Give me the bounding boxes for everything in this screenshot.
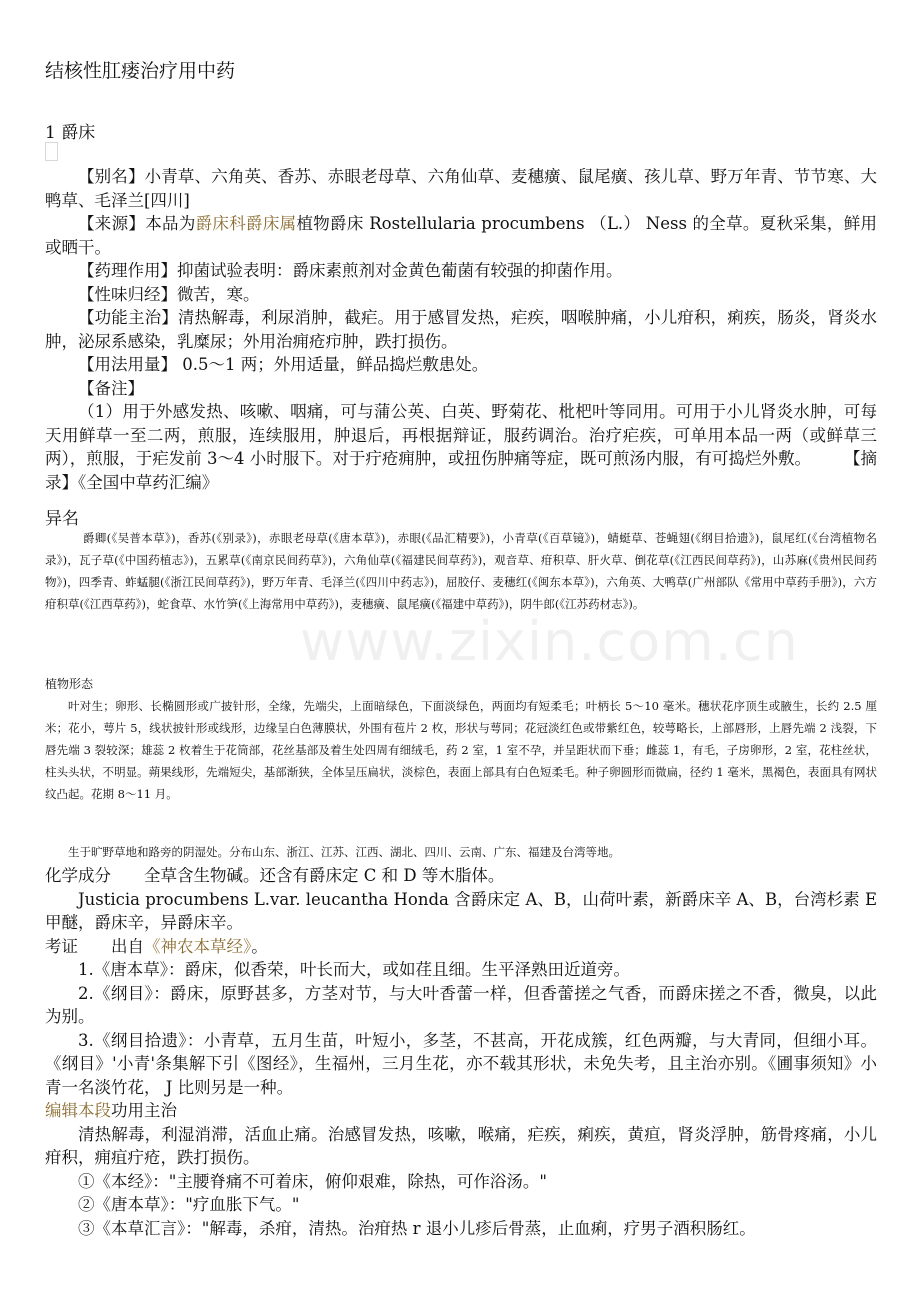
section-heading: 1 爵床 — [45, 123, 96, 143]
function-heading-line — [45, 1099, 877, 1123]
pharmacology-paragraph: 【药理作用】抑菌试验表明：爵床素煎剂对金黄色葡菌有较强的抑菌作用。 — [78, 261, 623, 280]
research-heading: 考证 — [45, 936, 78, 956]
watermark-logo: www.zixin.com.cn — [300, 610, 799, 673]
chemistry-paragraph: Justicia procumbens L.var. leucantha Honda 含爵床定 A、B，山荷叶素，新爵床辛 A、B，台湾杉素 E 甲醚，爵床辛，异爵床辛。 — [45, 889, 877, 932]
plant-morphology-heading: 植物形态 — [45, 677, 94, 691]
research-item-2: 2.《纲目》：爵床，原野甚多，方茎对节，与大叶香蕾一样，但香蕾搓之气香，而爵床搓之不香，微臭，以此为别。 — [45, 983, 877, 1026]
alias-heading: 异名 — [45, 509, 79, 529]
image-placeholder-icon — [45, 142, 58, 161]
function-heading: 功用主治 — [111, 1101, 177, 1120]
alias-list-block: 爵卿(《吴普本草》)，香苏(《别录》)，赤眼老母草(《唐本草》)，赤眼(《品汇精要》)，小青草(《百草镜》)，蜻蜓草、苍蝇翅(《纲目拾遗》)，鼠尾红(《台湾植物名录》)，瓦子草(《中国药植志》)，五累草(《南京民间药草》)，六角仙草(《福建民间草药》)，观音草、疳积草、肝火草、倒花草(《江西民间草药》)，山苏麻(《贵州民间药物》)，四季青、蚱蜢腿(《浙江民间草药》)，野万年青、毛泽兰(《四川中药志》)，屈胶仔、麦穗红(《闽东本草》)，六角英、大鸭草(广州部队《常用中草药手册》)，六方疳积草(《江西草药》)，蛇食草、水竹笋(《上海常用中草药》)，麦穗癀、鼠尾癀(《福建中草药》)，阴牛郎(《江苏药材志》)。 — [45, 531, 877, 611]
chemistry-heading: 化学成分 — [45, 866, 111, 885]
herb-info-block — [45, 165, 877, 494]
habitat-block: 生于旷野草地和路旁的阴湿处。分布山东、浙江、江苏、江西、湖北、四川、云南、广东、福建及台湾等地。 — [68, 845, 620, 859]
quote-2: ②《唐本草》："疗血胀下气。" — [78, 1195, 300, 1214]
usage-paragraph: 【用法用量】 0.5～1 两；外用适量，鲜品捣烂敷患处。 — [78, 355, 489, 374]
classic-link[interactable]: 《神农本草经》 — [144, 936, 252, 956]
taste-paragraph: 【性味归经】微苦，寒。 — [78, 284, 260, 304]
source-paragraph: 【来源】本品为爵床科爵床属植物爵床 Rostellularia procumbens （L.） Ness 的全草。夏秋采集，鲜用或晒干。 — [45, 214, 878, 257]
edit-section-link[interactable]: 编辑本段 — [45, 1101, 111, 1120]
chemistry-block: 化学成分 全草含生物碱。还含有爵床定 C 和 D 等木脂体。 Justicia procumbens L.var. leucantha Honda 含爵床定 A、B，山荷叶素，新爵床辛 A、B，台湾杉素 E 甲醚，爵床辛，异爵床辛。 考证 出自《神农本草经》。 1.《唐本草》：爵床，似香荣，叶长而大，或如荏且细。生平泽熟田近道旁。 2.《纲目》：爵床，原野甚多，方茎对节，与大叶香蕾一样，但香蕾搓之气香，而爵床搓之不香，微臭，以此为别。 3.《纲目拾遗》：小青草，五月生苗，叶短小，多茎，不甚高，开花成簇，红色两瓣，与大青同，但细小耳。《纲目》'小青'条集解下引《图经》，生福州，三月生花，亦不载其形状，未免失考，且主治亦别。《圃事须知》小青一名淡竹花， J 比则另是一种。 编辑本段功用主治 清热解毒，利湿消滞，活血止痛。治感冒发热，咳嗽，喉痛，疟疾，痢疾，黄疸，肾炎浮肿，筋骨疼痛，小儿疳积，痈疽疔疮，跌打损伤。 ①《本经》："主腰脊痛不可着床，俯仰艰难，除热，可作浴汤。" ②《唐本草》："疗血胀下气。" ③《本草汇言》："解毒，杀疳，清热。治疳热 r 退小儿疹后骨蒸，止血痢，疗男子酒积肠红。 — [45, 864, 877, 1240]
note-paragraph: （1）用于外感发热、咳嗽、咽痛，可与蒲公英、白英、野菊花、枇杷叶等同用。可用于小儿肾炎水肿，可每天用鲜草一至二两，煎服，连续服用，肿退后，再根据辩证，服药调治。治疗疟疾，可单用本品一两（或鲜草三两），煎服，于疟发前 3～4 小时服下。对于疔疮痈肿，或扭伤肿痛等症，既可煎汤内服，有可捣烂外敷。 【摘录】《全国中草药汇编》 — [45, 402, 877, 492]
excerpt-text: 【摘录】《全国中草药汇编》 — [45, 449, 877, 492]
note-heading: 【备注】 — [78, 378, 144, 398]
quote-3: ③《本草汇言》："解毒，杀疳，清热。治疳热 r 退小儿疹后骨蒸，止血痢，疗男子酒积肠红。 — [78, 1218, 756, 1238]
research-heading-line: 考证 出自《神农本草经》。 — [45, 936, 268, 956]
plant-morphology-block: 叶对生；卵形、长椭圆形或广披针形，全缘，先端尖，上面暗绿色，下面淡绿色，两面均有短柔毛；叶柄长 5～10 毫米。穗状花序顶生或腋生，长约 2.5 厘米；花小，萼片 5，线状披针形或线形，边缘呈白色薄膜状，外围有苞片 2 枚，形状与萼同；花冠淡红色或带紫红色，较萼略长，上部唇形，上唇先端 2 浅裂，下唇先端 3 裂较深；雄蕊 2 枚着生于花筒部，花丝基部及着生处四周有细绒毛，药 2 室，1 室不孕，并呈距状而下垂；雌蕊 1，有毛，子房卵形，2 室，花柱丝状，柱头头状，不明显。蒴果线形，先端短尖，基部渐狭，全体呈压扁状，淡棕色，表面上部具有白色短柔毛。种子卵圆形而微扁，径约 1 毫米，黑褐色，表面具有网状纹凸起。花期 8～11 月。 — [45, 699, 877, 801]
function-paragraph: 【功能主治】清热解毒，利尿消肿，截疟。用于感冒发热，疟疾，咽喉肿痛，小儿疳积，痢疾，肠炎，肾炎水肿，泌尿系感染，乳糜尿；外用治痈疮疖肿，跌打损伤。 — [45, 308, 877, 351]
page-title: 结核性肛瘘治疗用中药 — [45, 60, 236, 82]
research-item-1: 1.《唐本草》：爵床，似香荣，叶长而大，或如荏且细。生平泽熟田近道旁。 — [78, 960, 630, 979]
alias-paragraph: 【别名】小青草、六角英、香苏、赤眼老母草、六角仙草、麦穗癀、鼠尾癀、孩儿草、野万年青、节节寒、大鸭草、毛泽兰[四川] — [45, 167, 877, 210]
research-item-3: 3.《纲目拾遗》：小青草，五月生苗，叶短小，多茎，不甚高，开花成簇，红色两瓣，与大青同，但细小耳。《纲目》'小青'条集解下引《图经》，生福州，三月生花，亦不载其形状，未免失考，且主治亦别。《圃事须知》小青一名淡竹花， J 比则另是一种。 — [45, 1030, 877, 1097]
quote-1: ①《本经》："主腰脊痛不可着床，俯仰艰难，除热，可作浴汤。" — [78, 1171, 547, 1191]
function-use-paragraph: 清热解毒，利湿消滞，活血止痛。治感冒发热，咳嗽，喉痛，疟疾，痢疾，黄疸，肾炎浮肿，筋骨疼痛，小儿疳积，痈疽疔疮，跌打损伤。 — [45, 1124, 877, 1167]
family-link[interactable]: 爵床科爵床属 — [195, 214, 297, 233]
